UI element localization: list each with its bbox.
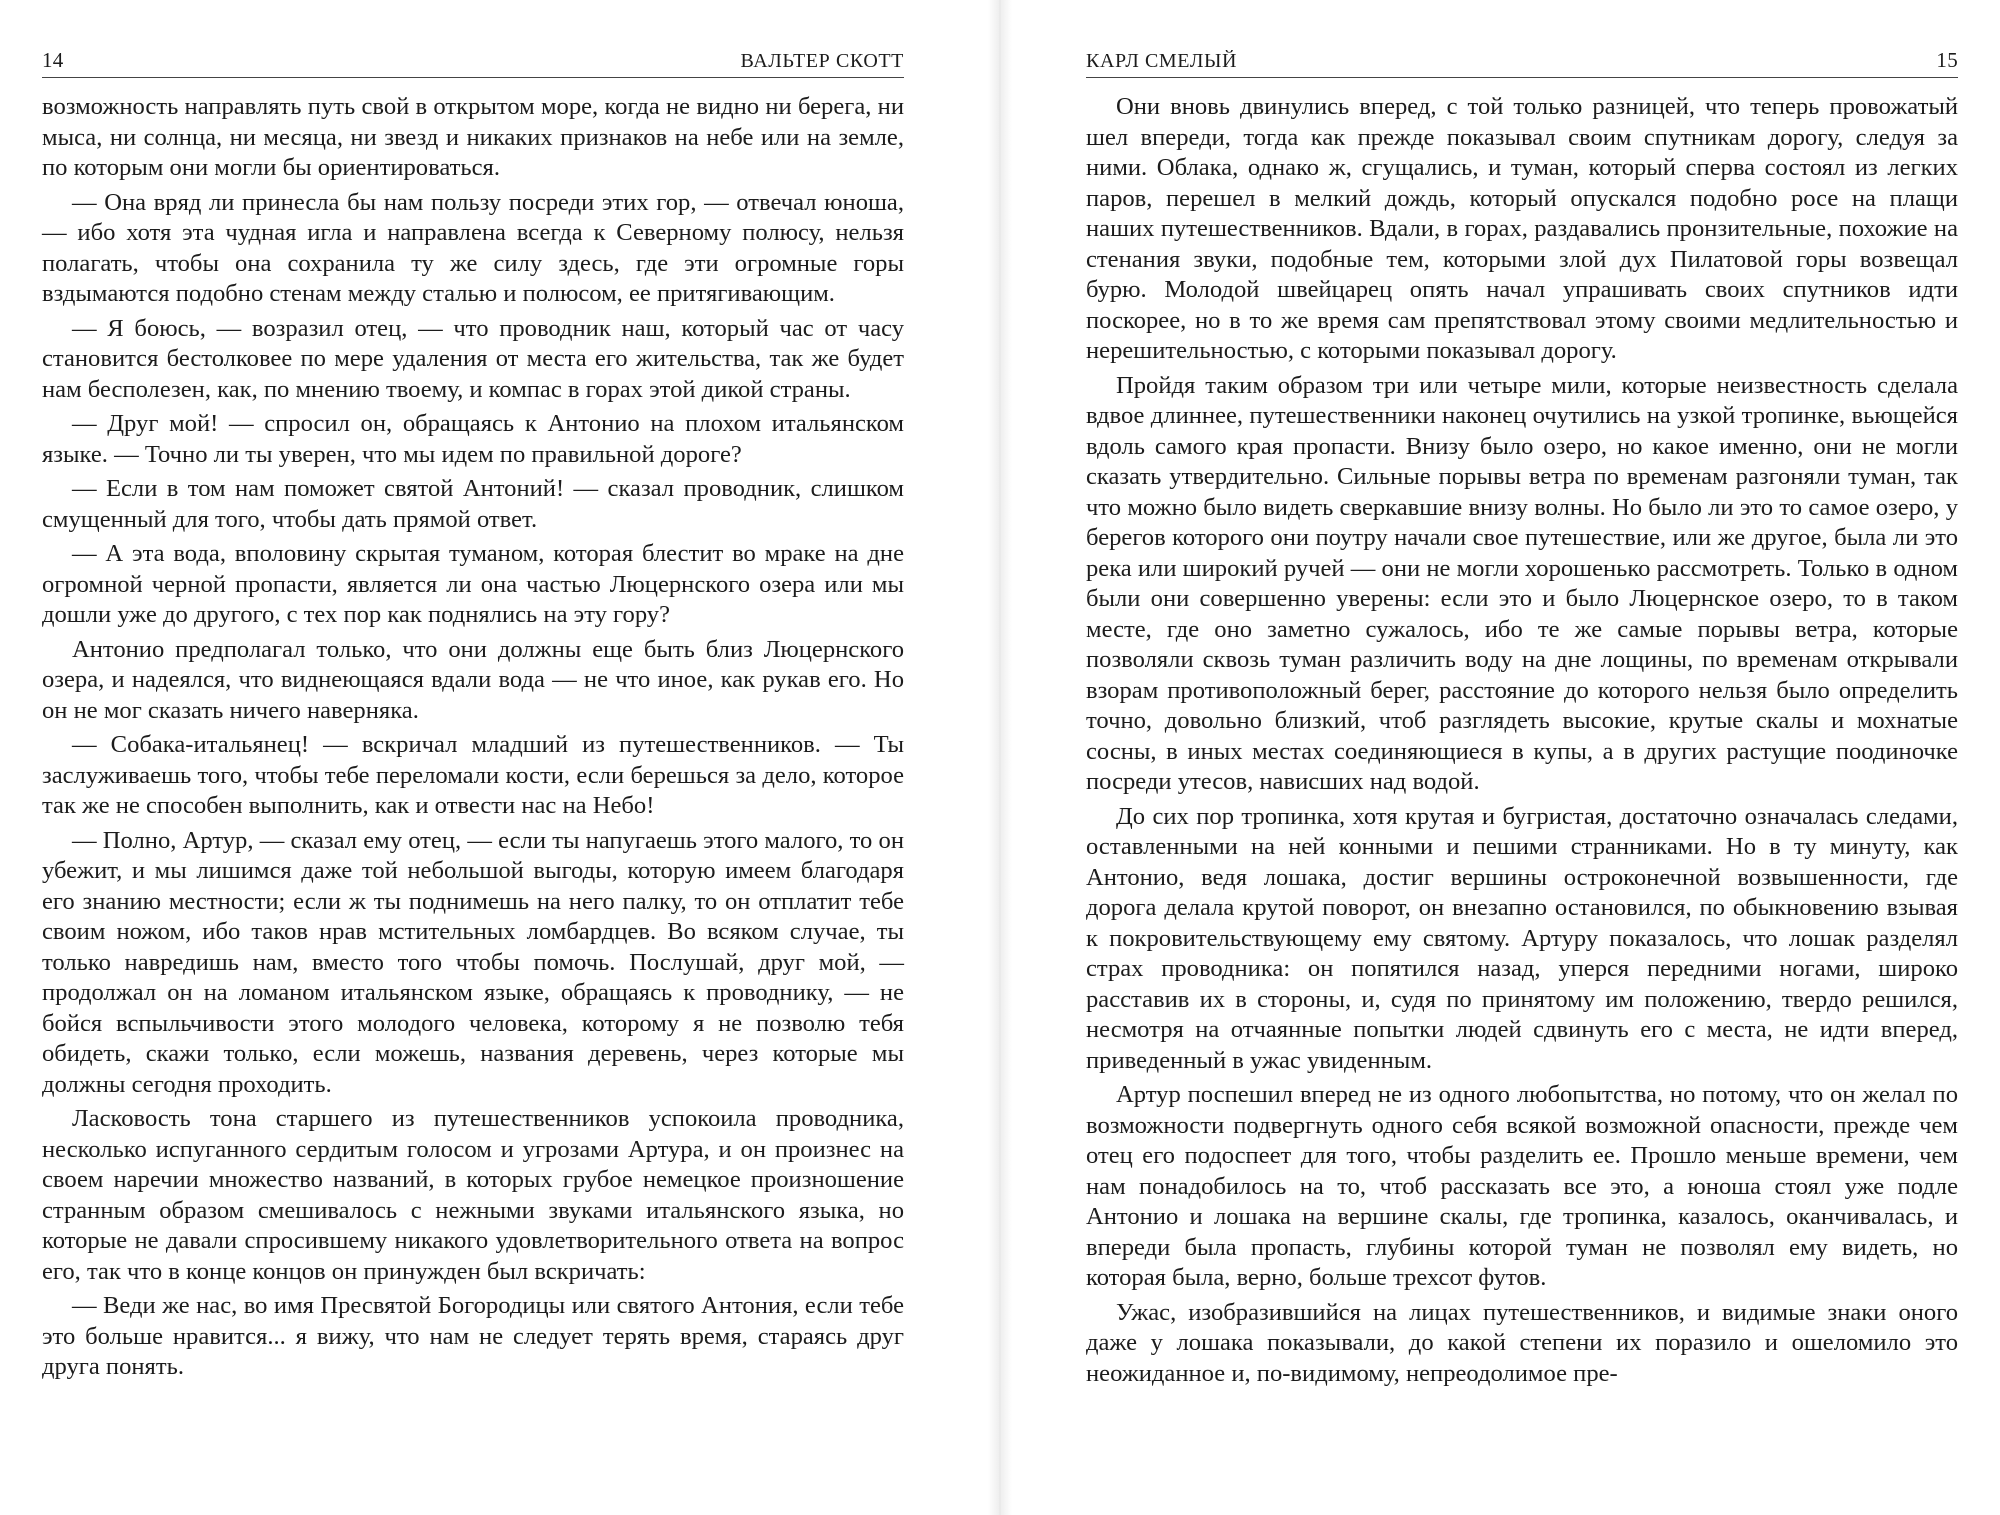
paragraph: — Она вряд ли принесла бы нам пользу посреди этих гор, — отвечал юноша, — ибо хотя эта чудная игла и направлена всегда к Северному полюсу, нельзя полагать, чтобы она сохранила ту же силу здесь, где эти огромные горы вздымаются подобно стенам между сталью и полюсом, ее притягивающим.: [42, 188, 904, 307]
paragraph: Пройдя таким образом три или четыре мили, которые неизвестность сделала вдвое длиннее, путешественники наконец очутились на узкой тропинке, вьющейся вдоль самого края пропасти. Внизу было озеро, но какое именно, они не могли сказать утвердительно. Сильные порывы ветра по временам разгоняли туман, так что можно было видеть сверкавшие внизу волны. Но было ли это то самое озеро, у берегов которого они поутру начали свое путешествие, или же другое, была ли это река или широкий ручей — они не могли хорошенько рассмотреть. Только в одном были они совершенно уверены: если это и было Люцернское озеро, то в таком месте, где оно заметно сужалось, ибо те же самые порывы ветра, которые позволяли сквозь туман различить воду на дне лощины, по временам открывали взорам противоположный берег, расстояние до которого нельзя было определить точно, довольно близкий, чтоб разглядеть высокие, крутые скалы и мохнатые сосны, в иных местах соединяющиеся в купы, а в других растущие поодиночке посреди утесов, нависших над водой.: [1086, 371, 1958, 795]
paragraph: Ласковость тона старшего из путешественников успокоила проводника, несколько испуганного сердитым голосом и угрозами Артура, и он произнес на своем наречии множество названий, в которых грубое немецкое произношение странным образом смешивалось с нежными звуками итальянского языка, но которые не давали спросившему никакого удовлетворительного ответа на вопрос его, так что в конце концов он принужден был вскричать:: [42, 1105, 904, 1285]
paragraph: Ужас, изобразившийся на лицах путешественников, и видимые знаки оного даже у лошака показывали, до какой степени их поразило и ошеломило это неожиданное и, по-видимому, непреодолимое пре-: [1086, 1298, 1958, 1387]
paragraph: — Полно, Артур, — сказал ему отец, — если ты напугаешь этого малого, то он убежит, и мы лишимся даже той небольшой выгоды, которую имеем благодаря его знанию местности; если ж ты поднимешь на него палку, то он отплатит тебе своим ножом, ибо таков нрав мстительных ломбардцев. Во всяком случае, ты только навредишь нам, вместо того чтобы помочь. Послушай, друг мой, — продолжал он на ломаном итальянском языке, обращаясь к проводнику, — не бойся вспыльчивости этого молодого человека, которому я не позволю тебя обидеть, скажи только, если можешь, названия деревень, через которые мы должны сегодня проходить.: [42, 826, 904, 1098]
right-page: [1000, 0, 2000, 1515]
paragraph: Они вновь двинулись вперед, с той только разницей, что теперь провожатый шел впереди, тогда как прежде показывал своим спутникам дорогу, следуя за ними. Облака, однако ж, сгущались, и туман, который сперва состоял из легких паров, перешел в мелкий дождь, который опускался подобно росе на плащи наших путешественников. Вдали, в горах, раздавались пронзительные, похожие на стенания звуки, подобные тем, которыми злой дух Пилатовой горы возвещал бурю. Молодой швейцарец опять начал упрашивать своих спутников идти поскорее, но в то же время сам препятствовал этому своими медлительностью и нерешительностью, с которыми показывал дорогу.: [1086, 93, 1958, 364]
paragraph: — Если в том нам поможет святой Антоний! — сказал проводник, слишком смущенный для того, чтобы дать прямой ответ.: [42, 475, 904, 533]
paragraph: — Веди же нас, во имя Пресвятой Богородицы или святого Антония, если тебе это больше нравится... я вижу, что нам не следует терять время, стараясь друг друга понять.: [42, 1292, 904, 1380]
right-page-text: [1086, 92, 1958, 1389]
paragraph: — А эта вода, вполовину скрытая туманом, которая блестит во мраке на дне огромной черной пропасти, является ли она частью Люцернского озера или мы дошли уже до другого, с тех пор как поднялись на эту гору?: [42, 540, 904, 628]
left-running-head: [42, 48, 904, 78]
paragraph: До сих пор тропинка, хотя крутая и бугристая, достаточно означалась следами, оставленными на ней конными и пешими странниками. Но в ту минуту, как Антонио, ведя лошака, достиг вершины остроконечной возвышенности, где дорога делала крутой поворот, он внезапно остановился, по обыкновению взывая к покровительствующему ему святому. Артуру показалось, что лошак разделял страх проводника: он попятился назад, уперся передними ногами, широко расставив их в стороны, и, судя по принятому им положению, твердо решился, несмотря на отчаянные попытки людей сдвинуть его с места, не идти вперед, приведенный в ужас увиденным.: [1086, 802, 1958, 1074]
left-page-text: [42, 92, 904, 1383]
left-page-number: 14: [42, 48, 64, 72]
right-running-head: [1086, 48, 1958, 78]
right-page-number: 15: [1936, 48, 1958, 72]
paragraph: возможность направлять путь свой в открытом море, когда не видно ни берега, ни мыса, ни солнца, ни месяца, ни звезд и никаких признаков на небе или на земле, по которым они могли бы ориентироваться.: [42, 93, 904, 181]
paragraph: — Собака-итальянец! — вскричал младший из путешественников. — Ты заслуживаешь того, чтобы тебе переломали кости, если берешься за дело, которое так же не способен выполнить, как и отвести нас на Небо!: [42, 731, 904, 819]
paragraph: — Друг мой! — спросил он, обращаясь к Антонио на плохом итальянском языке. — Точно ли ты уверен, что мы идем по правильной дороге?: [42, 410, 904, 468]
right-running-title: КАРЛ СМЕЛЫЙ: [1086, 50, 1238, 72]
left-running-title: ВАЛЬТЕР СКОТТ: [740, 50, 904, 72]
paragraph: Артур поспешил вперед не из одного любопытства, но потому, что он желал по возможности подвергнуть одного себя всякой возможной опасности, прежде чем отец его подоспеет для того, чтобы разделить ее. Прошло меньше времени, чем нам понадобилось на то, чтоб рассказать все это, а юноша стоял уже подле Антонио и лошака на вершине скалы, где тропинка, казалось, оканчивалась, и впереди была пропасть, глубины которой туман не позволял ему видеть, но которая была, верно, больше трехсот футов.: [1086, 1081, 1958, 1291]
paragraph: Антонио предполагал только, что они должны еще быть близ Люцернского озера, и надеялся, что виднеющаяся вдали вода — не что иное, как рукав его. Но он не мог сказать ничего наверняка.: [42, 635, 904, 724]
paragraph: — Я боюсь, — возразил отец, — что проводник наш, который час от часу становится бестолковее по мере удаления от места его жительства, так же будет нам бесполезен, как, по мнению твоему, и компас в горах этой дикой страны.: [42, 314, 904, 403]
